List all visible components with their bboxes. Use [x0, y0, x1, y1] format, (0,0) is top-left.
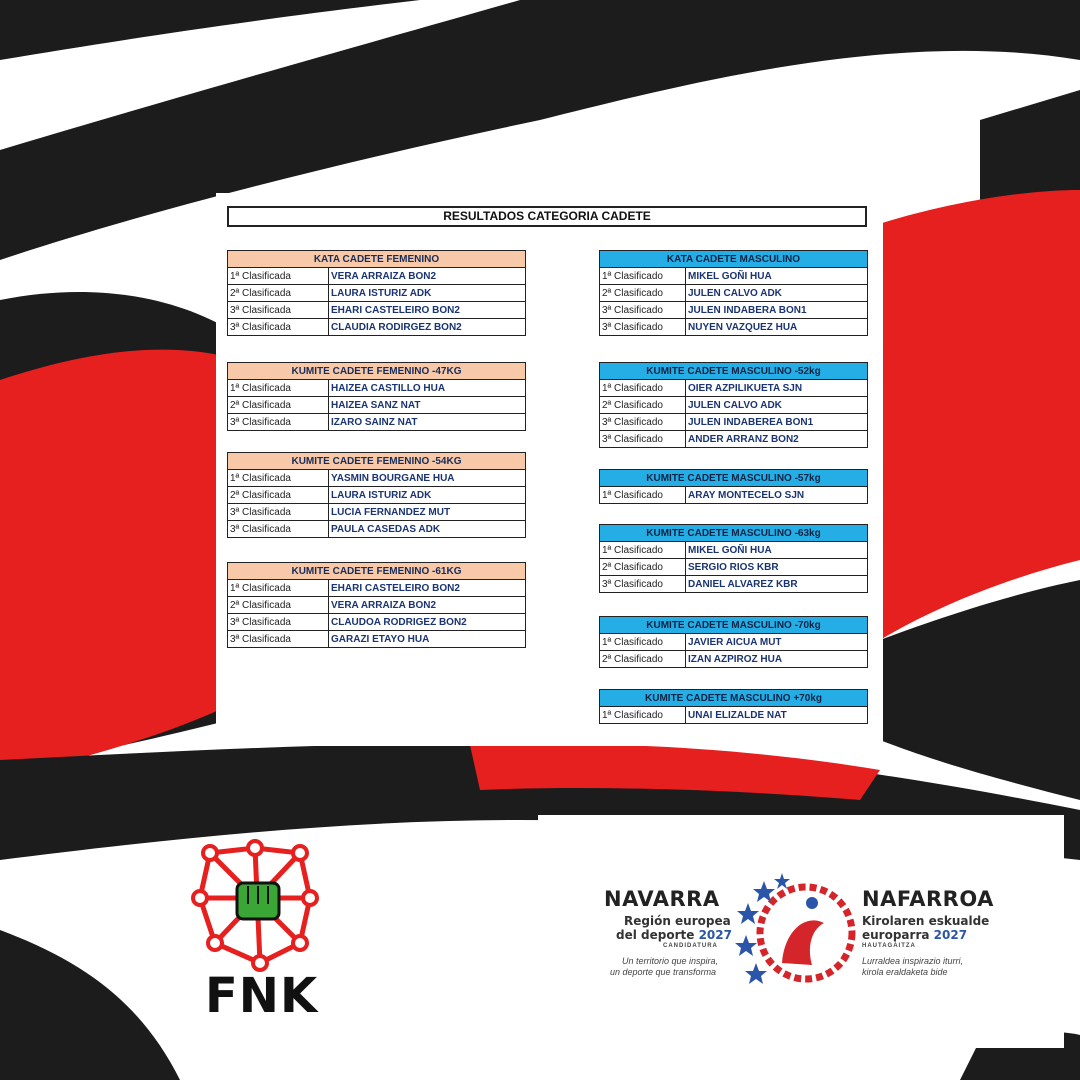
category-header: KUMITE CADETE MASCULINO -52kg [600, 363, 868, 380]
table-row [228, 580, 526, 597]
placement-label: 1ª Clasificado [600, 707, 686, 724]
placement-label: 1ª Clasificada [228, 380, 329, 397]
results-table [599, 250, 868, 336]
category-header: KUMITE CADETE MASCULINO -70kg [600, 617, 868, 634]
navarra-emblem-icon [734, 873, 864, 993]
category-header: KUMITE CADETE FEMENINO -54KG [228, 453, 526, 470]
table-row [228, 470, 526, 487]
athlete-name: IZARO SAINZ NAT [329, 414, 526, 431]
placement-label: 3ª Clasificado [600, 414, 686, 431]
category-header: KUMITE CADETE MASCULINO -57kg [600, 470, 868, 487]
placement-label: 2ª Clasificado [600, 559, 686, 576]
athlete-name: ARAY MONTECELO SJN [686, 487, 868, 504]
navarra-year: 2027 [698, 928, 732, 942]
athlete-name: NUYEN VAZQUEZ HUA [686, 319, 868, 336]
table-row [600, 302, 868, 319]
table-row [228, 380, 526, 397]
category-header: KUMITE CADETE MASCULINO -63kg [600, 525, 868, 542]
navarra-title: NAVARRA [604, 887, 720, 911]
placement-label: 1ª Clasificado [600, 634, 686, 651]
table-row [600, 397, 868, 414]
fnk-logo-text: FNK [205, 968, 319, 1024]
navarra-line1: Región europea [624, 914, 731, 928]
athlete-name: VERA ARRAIZA BON2 [329, 597, 526, 614]
table-row [228, 614, 526, 631]
athlete-name: GARAZI ETAYO HUA [329, 631, 526, 648]
nafarroa-slogan2: kirola eraldaketa bide [862, 967, 948, 977]
table-row [228, 285, 526, 302]
results-sheet [216, 193, 883, 746]
nafarroa-line2-text: europarra [862, 928, 934, 942]
athlete-name: EHARI CASTELEIRO BON2 [329, 580, 526, 597]
table-row [600, 487, 868, 504]
athlete-name: JULEN INDABERA BON1 [686, 302, 868, 319]
placement-label: 2ª Clasificada [228, 597, 329, 614]
category-header: KUMITE CADETE FEMENINO -61KG [228, 563, 526, 580]
placement-label: 3ª Clasificada [228, 414, 329, 431]
placement-label: 3ª Clasificada [228, 614, 329, 631]
table-row [600, 634, 868, 651]
table-row [600, 576, 868, 593]
category-header: KATA CADETE MASCULINO [600, 251, 868, 268]
table-row [228, 631, 526, 648]
placement-label: 3ª Clasificada [228, 302, 329, 319]
results-table [227, 250, 526, 336]
placement-label: 2ª Clasificada [228, 285, 329, 302]
placement-label: 2ª Clasificada [228, 487, 329, 504]
navarra-candidatura: CANDIDATURA [663, 943, 718, 949]
table-row [228, 302, 526, 319]
placement-label: 1ª Clasificada [228, 580, 329, 597]
athlete-name: JAVIER AICUA MUT [686, 634, 868, 651]
placement-label: 3ª Clasificada [228, 504, 329, 521]
placement-label: 2ª Clasificado [600, 651, 686, 668]
athlete-name: DANIEL ALVAREZ KBR [686, 576, 868, 593]
placement-label: 3ª Clasificada [228, 631, 329, 648]
table-row [600, 707, 868, 724]
table-row [600, 651, 868, 668]
table-row [228, 268, 526, 285]
nafarroa-line2 [862, 928, 967, 942]
table-row [228, 521, 526, 538]
athlete-name: YASMIN BOURGANE HUA [329, 470, 526, 487]
navarra-2027-logo [538, 815, 1064, 1048]
table-row [228, 487, 526, 504]
table-row [600, 542, 868, 559]
nafarroa-line1: Kirolaren eskualde [862, 914, 990, 928]
results-table [599, 469, 868, 504]
table-row [600, 380, 868, 397]
results-table [227, 362, 526, 431]
results-table [599, 362, 868, 448]
table-row [600, 319, 868, 336]
athlete-name: OIER AZPILIKUETA SJN [686, 380, 868, 397]
category-header: KUMITE CADETE FEMENINO -47KG [228, 363, 526, 380]
placement-label: 3ª Clasificada [228, 319, 329, 336]
results-table [227, 452, 526, 538]
placement-label: 3ª Clasificado [600, 319, 686, 336]
placement-label: 2ª Clasificado [600, 285, 686, 302]
athlete-name: PAULA CASEDAS ADK [329, 521, 526, 538]
placement-label: 2ª Clasificada [228, 397, 329, 414]
table-row [228, 397, 526, 414]
athlete-name: CLAUDOA RODRIGEZ BON2 [329, 614, 526, 631]
navarra-slogan1: Un territorio que inspira, [622, 956, 719, 966]
nafarroa-slogan1: Lurraldea inspirazio iturri, [862, 956, 964, 966]
athlete-name: LUCIA FERNANDEZ MUT [329, 504, 526, 521]
navarra-line2-text: del deporte [616, 928, 699, 942]
placement-label: 3ª Clasificado [600, 431, 686, 448]
table-row [600, 559, 868, 576]
table-row [600, 285, 868, 302]
nafarroa-title: NAFARROA [862, 887, 994, 911]
table-row [228, 319, 526, 336]
athlete-name: VERA ARRAIZA BON2 [329, 268, 526, 285]
placement-label: 2ª Clasificado [600, 397, 686, 414]
athlete-name: JULEN CALVO ADK [686, 397, 868, 414]
placement-label: 3ª Clasificada [228, 521, 329, 538]
athlete-name: EHARI CASTELEIRO BON2 [329, 302, 526, 319]
placement-label: 1ª Clasificado [600, 268, 686, 285]
placement-label: 1ª Clasificado [600, 542, 686, 559]
athlete-name: JULEN CALVO ADK [686, 285, 868, 302]
table-row [600, 268, 868, 285]
results-table [599, 689, 868, 724]
athlete-name: JULEN INDABEREA BON1 [686, 414, 868, 431]
athlete-name: SERGIO RIOS KBR [686, 559, 868, 576]
athlete-name: MIKEL GOÑI HUA [686, 542, 868, 559]
navarra-line2 [616, 928, 732, 942]
placement-label: 1ª Clasificada [228, 268, 329, 285]
athlete-name: HAIZEA SANZ NAT [329, 397, 526, 414]
athlete-name: UNAI ELIZALDE NAT [686, 707, 868, 724]
athlete-name: MIKEL GOÑI HUA [686, 268, 868, 285]
placement-label: 3ª Clasificado [600, 302, 686, 319]
table-row [228, 414, 526, 431]
table-row [600, 431, 868, 448]
nafarroa-year: 2027 [933, 928, 968, 942]
placement-label: 1ª Clasificada [228, 470, 329, 487]
placement-label: 1ª Clasificado [600, 487, 686, 504]
results-table [599, 524, 868, 593]
results-table [599, 616, 868, 668]
category-header: KATA CADETE FEMENINO [228, 251, 526, 268]
navarra-slogan2: un deporte que transforma [610, 967, 717, 977]
athlete-name: HAIZEA CASTILLO HUA [329, 380, 526, 397]
results-table [227, 562, 526, 648]
table-row [600, 414, 868, 431]
athlete-name: CLAUDIA RODIRGEZ BON2 [329, 319, 526, 336]
table-row [228, 504, 526, 521]
athlete-name: ANDER ARRANZ BON2 [686, 431, 868, 448]
athlete-name: LAURA ISTURIZ ADK [329, 285, 526, 302]
table-row [228, 597, 526, 614]
category-header: KUMITE CADETE MASCULINO +70kg [600, 690, 868, 707]
athlete-name: IZAN AZPIROZ HUA [686, 651, 868, 668]
page-title: RESULTADOS CATEGORIA CADETE [227, 206, 867, 227]
placement-label: 1ª Clasificado [600, 380, 686, 397]
nafarroa-hautagaitza: HAUTAGAITZA [862, 943, 916, 949]
placement-label: 3ª Clasificado [600, 576, 686, 593]
athlete-name: LAURA ISTURIZ ADK [329, 487, 526, 504]
